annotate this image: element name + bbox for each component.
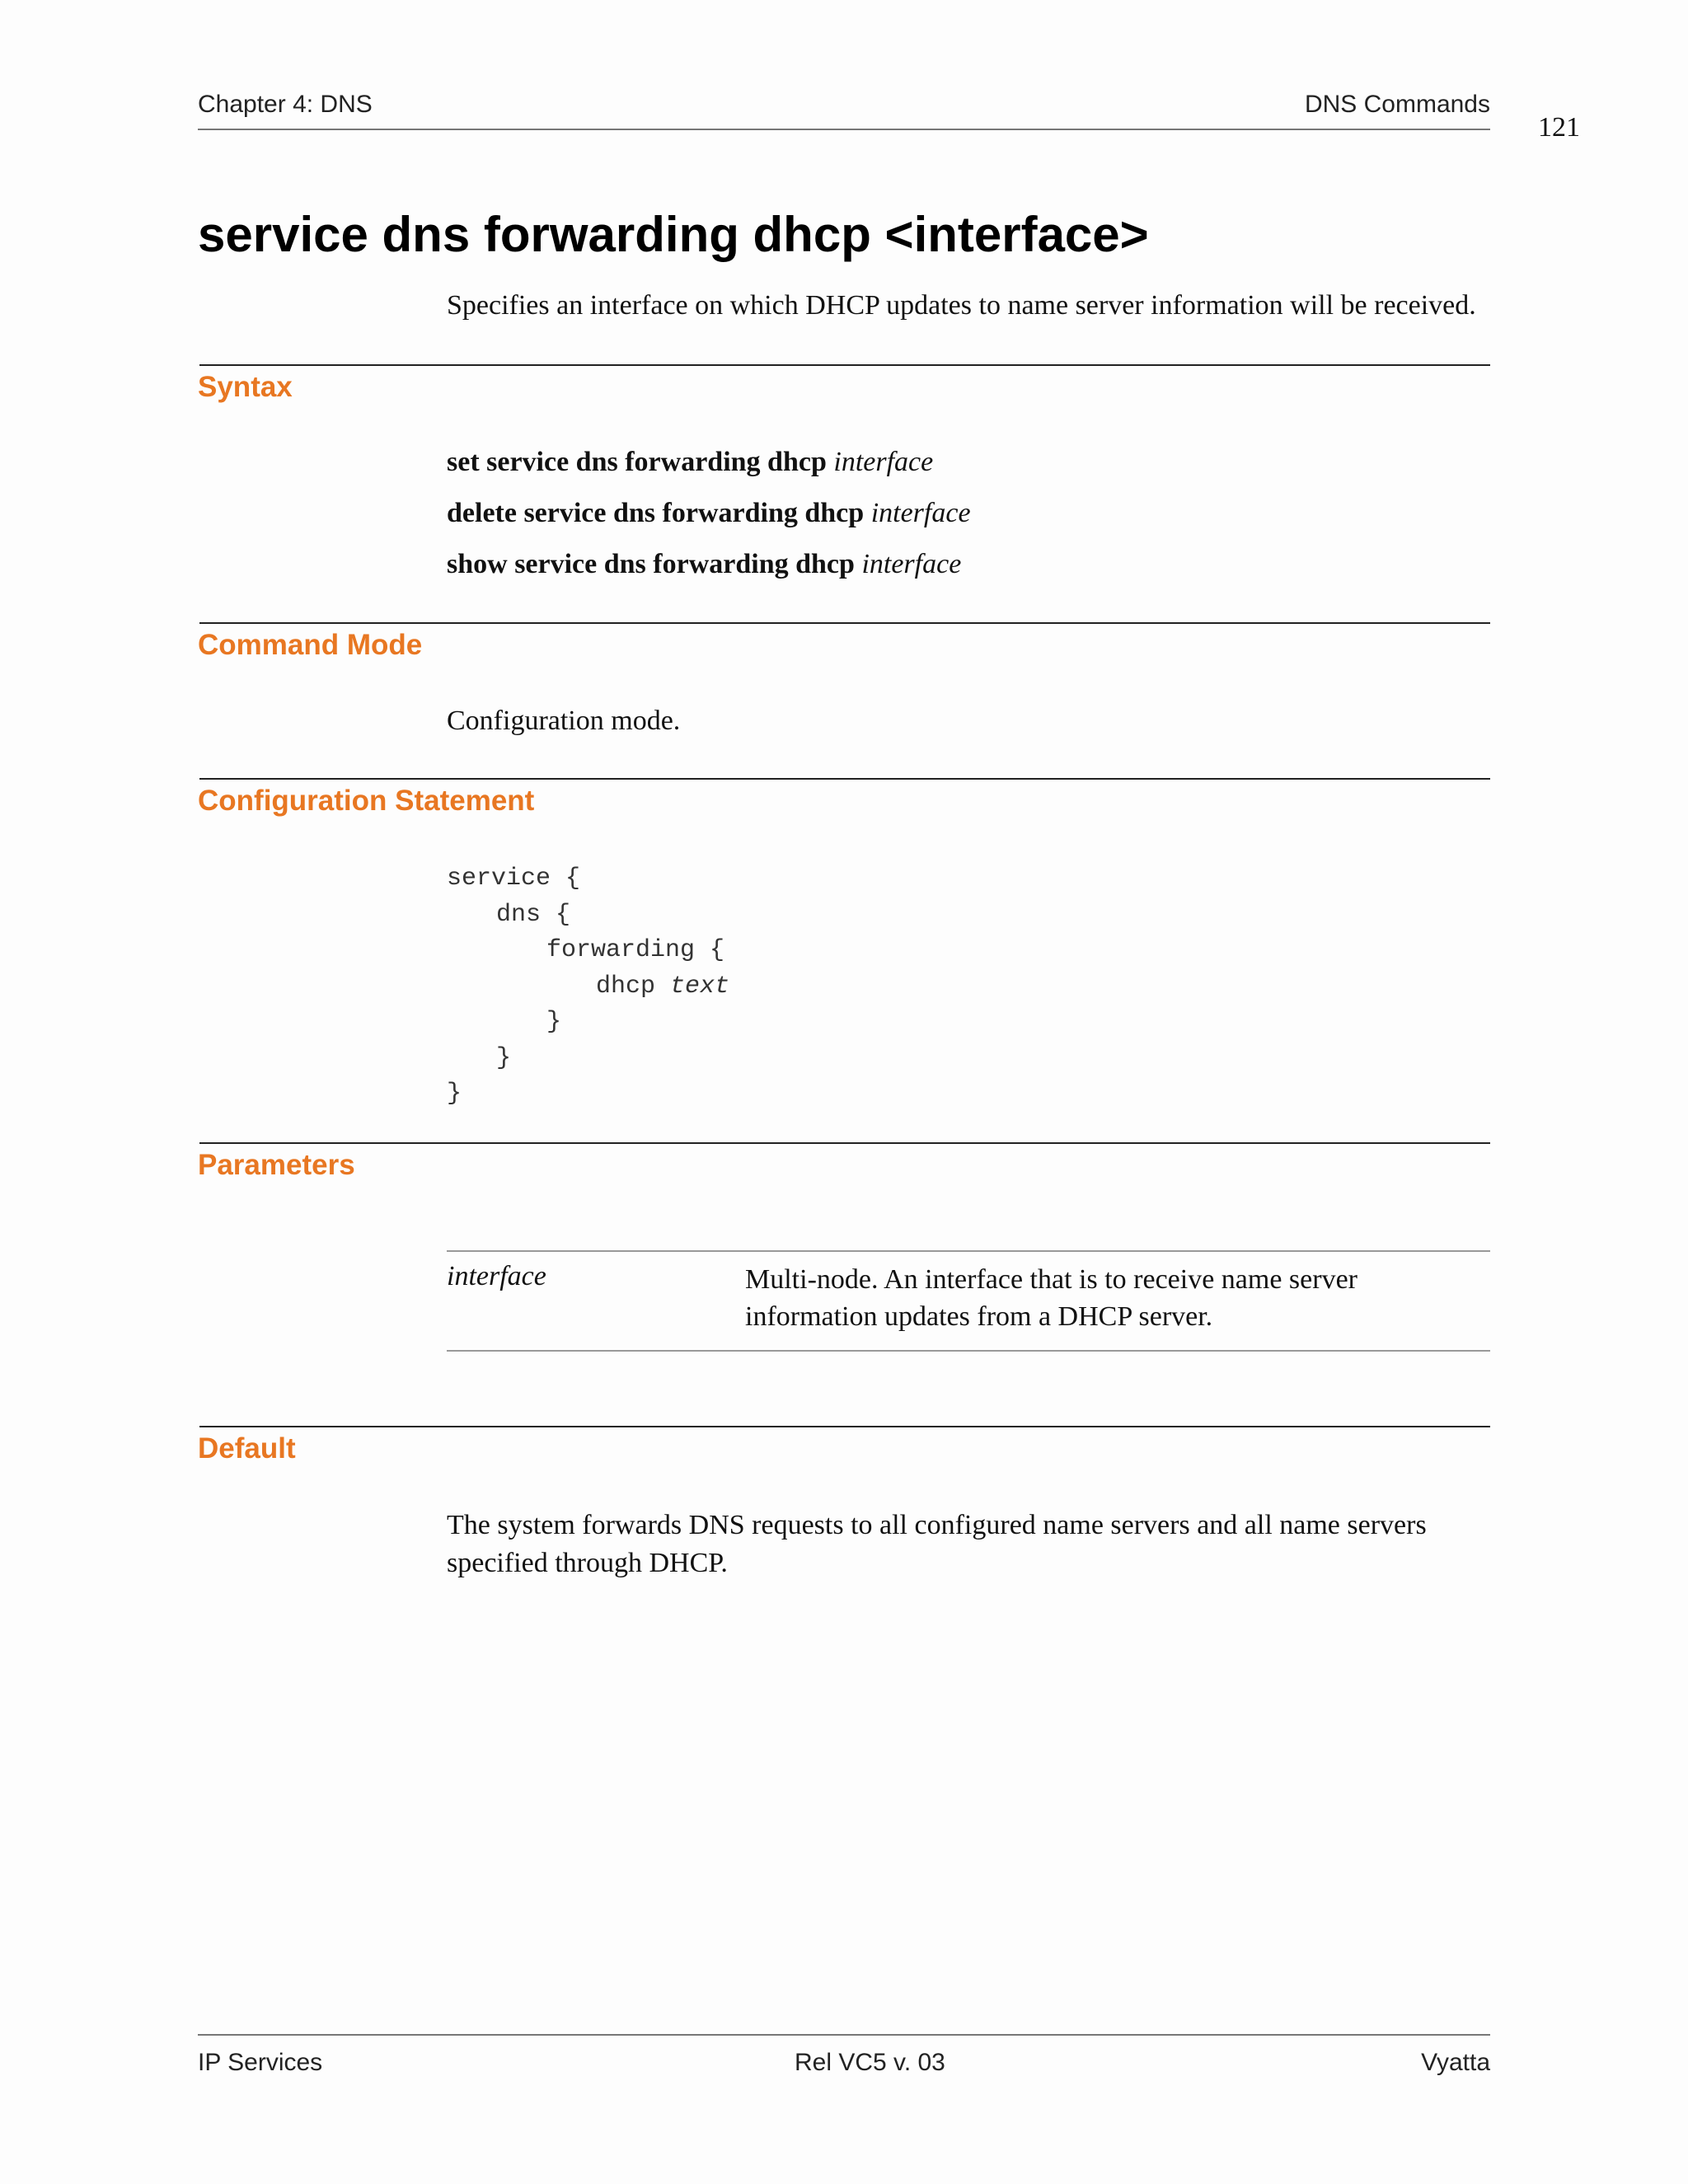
command-description: Specifies an interface on which DHCP updates to name server information will be received. xyxy=(447,290,1476,321)
syntax-line-delete xyxy=(447,498,971,529)
default-text-line: The system forwards DNS requests to all configured name servers and all name servers xyxy=(447,1510,1427,1540)
syntax-argument: interface xyxy=(833,447,934,477)
syntax-command: show service dns forwarding dhcp xyxy=(447,549,855,579)
default-heading: Default xyxy=(198,1432,296,1465)
running-header xyxy=(198,89,1490,130)
parameter-name: interface xyxy=(447,1261,546,1291)
page-title: service dns forwarding dhcp <interface> xyxy=(198,207,1149,262)
syntax-command: set service dns forwarding dhcp xyxy=(447,447,827,477)
page-number: 121 xyxy=(1538,112,1580,143)
command-mode-text: Configuration mode. xyxy=(447,705,681,736)
section-divider xyxy=(199,1426,1490,1427)
footer-release: Rel VC5 v. 03 xyxy=(795,2049,945,2076)
config-code-line: } xyxy=(447,1080,462,1108)
syntax-line-set xyxy=(447,447,933,478)
parameter-description xyxy=(745,1261,1437,1335)
section-divider xyxy=(199,622,1490,624)
section-divider xyxy=(199,364,1490,366)
syntax-argument: interface xyxy=(861,549,962,579)
config-code-line: } xyxy=(496,1044,512,1072)
section-divider xyxy=(199,1142,1490,1144)
config-code-line: } xyxy=(546,1008,562,1036)
command-mode-heading: Command Mode xyxy=(198,629,423,661)
syntax-heading: Syntax xyxy=(198,371,293,403)
syntax-command: delete service dns forwarding dhcp xyxy=(447,498,865,528)
parameter-description-line: information updates from a DHCP server. xyxy=(745,1301,1213,1332)
footer-vendor: Vyatta xyxy=(1421,2049,1490,2076)
footer-book-title: IP Services xyxy=(198,2049,323,2076)
config-code-line: dns { xyxy=(496,901,571,929)
header-section: DNS Commands xyxy=(1304,91,1490,118)
syntax-argument: interface xyxy=(870,498,971,528)
parameters-heading: Parameters xyxy=(198,1149,355,1181)
config-code-argument: text xyxy=(670,972,730,1001)
configuration-statement-heading: Configuration Statement xyxy=(198,785,535,817)
config-code-keyword: dhcp xyxy=(596,972,656,1001)
config-code-line xyxy=(596,972,729,1001)
syntax-line-show xyxy=(447,549,961,580)
parameters-table-top-rule xyxy=(447,1250,1490,1252)
config-code-line: forwarding { xyxy=(546,936,725,964)
default-text xyxy=(447,1507,1490,1582)
running-footer xyxy=(198,2034,1490,2085)
parameters-table-bottom-rule xyxy=(447,1350,1490,1352)
parameter-description-line: Multi-node. An interface that is to receive name server xyxy=(745,1264,1357,1295)
default-text-line: specified through DHCP. xyxy=(447,1548,728,1578)
header-chapter: Chapter 4: DNS xyxy=(198,91,373,118)
config-code-line: service { xyxy=(447,865,581,893)
section-divider xyxy=(199,778,1490,780)
